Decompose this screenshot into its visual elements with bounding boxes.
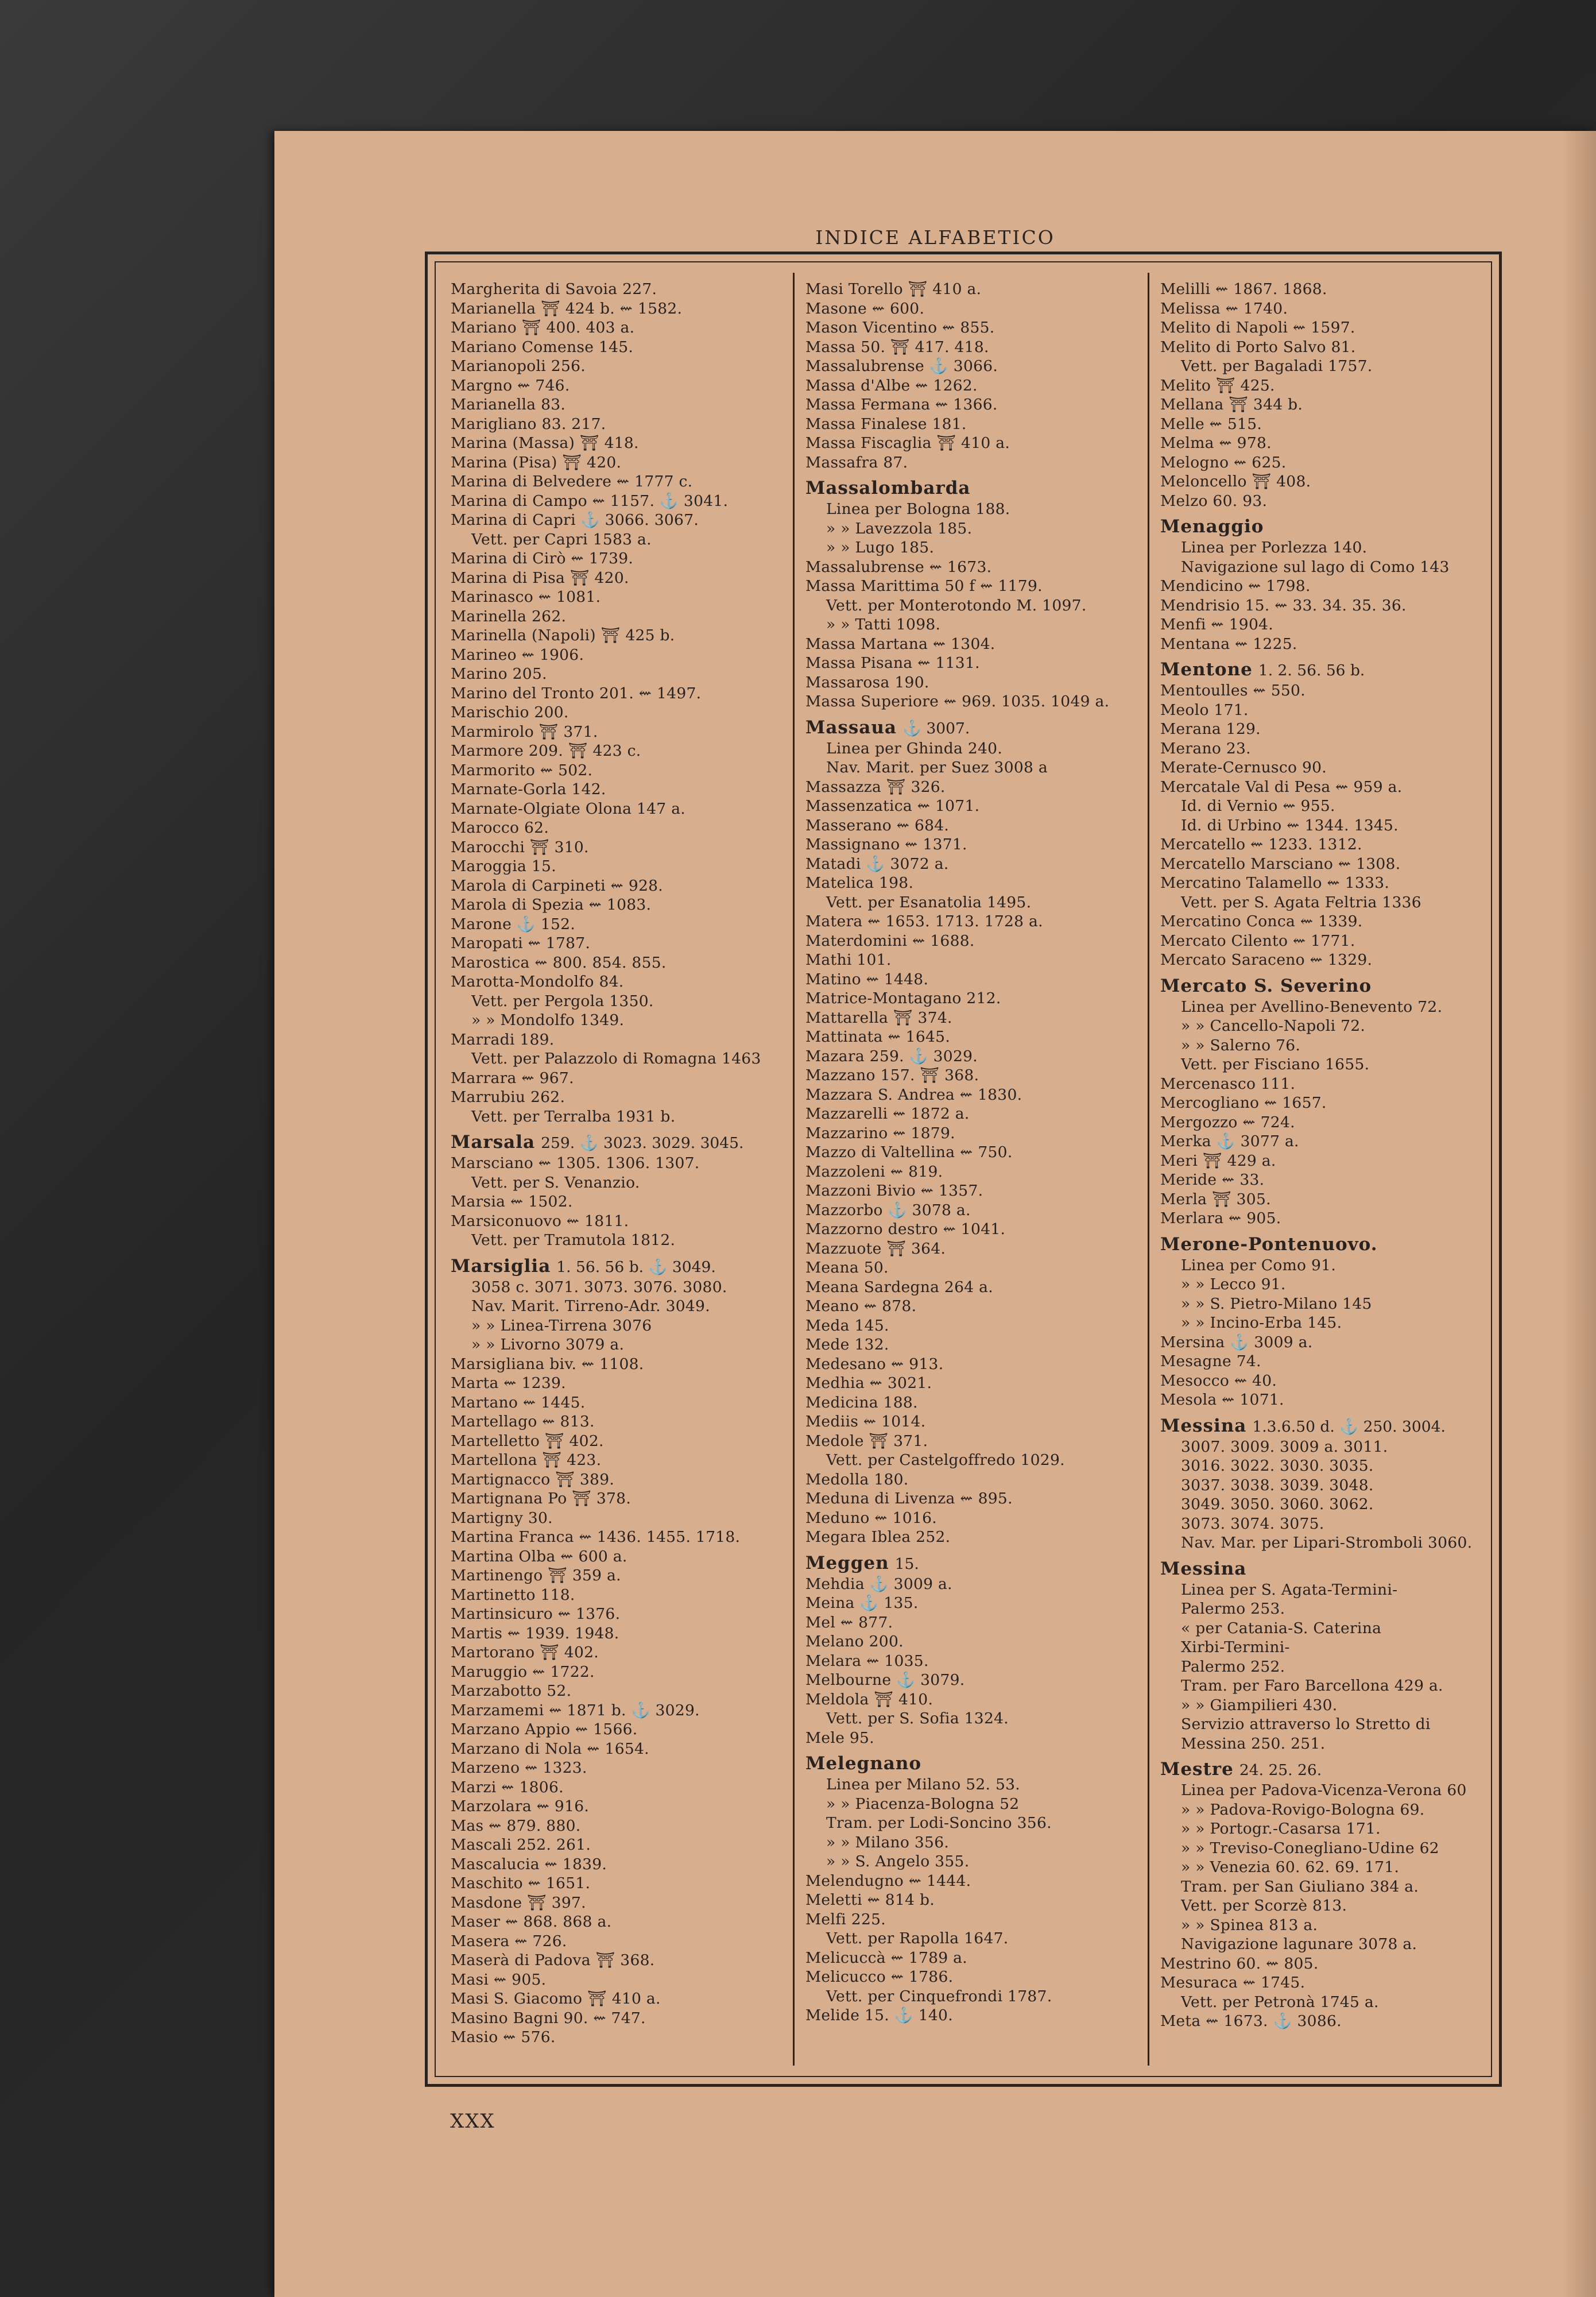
index-entry: Merate-Cernusco 90. bbox=[1160, 759, 1327, 776]
index-subentry: Vett. per Tramutola 1812. bbox=[471, 1231, 676, 1249]
index-subentry: » » Lecco 91. bbox=[1181, 1275, 1286, 1293]
index-entry: Mercenasco 111. bbox=[1160, 1074, 1296, 1093]
index-subentry: Vett. per Petronà 1745 a. bbox=[1181, 1993, 1379, 2011]
index-entry: Marsigliana biv. ⇜ 1108. bbox=[451, 1355, 644, 1373]
index-entry: Massa Marittima 50 f ⇜ 1179. bbox=[805, 577, 1043, 595]
index-entry: Melilli ⇜ 1867. 1868. bbox=[1160, 280, 1327, 298]
index-entry: Masdone ⛩ 397. bbox=[451, 1893, 586, 1912]
index-entry: Massa Pisana ⇜ 1131. bbox=[805, 654, 980, 672]
index-entry: Marina (Pisa) ⛩ 420. bbox=[451, 453, 622, 471]
index-entry: Mazzorno destro ⇜ 1041. bbox=[805, 1220, 1006, 1238]
index-entry: Marino 205. bbox=[451, 665, 547, 683]
index-entry: Mel ⇜ 877. bbox=[805, 1613, 893, 1631]
index-subentry: Tram. per Lodi-Soncino 356. bbox=[826, 1814, 1052, 1832]
index-entry: Menfi ⇜ 1904. bbox=[1160, 616, 1273, 633]
index-entry: Massa d'Albe ⇜ 1262. bbox=[805, 376, 978, 395]
index-subentry: » » Salerno 76. bbox=[1181, 1036, 1301, 1054]
index-entry: Marina (Massa) ⛩ 418. bbox=[451, 434, 639, 452]
index-entry: Mason Vicentino ⇜ 855. bbox=[805, 319, 995, 337]
index-entry: Medhia ⇜ 3021. bbox=[805, 1374, 932, 1392]
index-heading bbox=[805, 478, 1138, 500]
index-entry: Martorano ⛩ 402. bbox=[451, 1644, 599, 1661]
index-entry: Mazzuote ⛩ 364. bbox=[805, 1239, 946, 1258]
index-entry: Marnate-Olgiate Olona 147 a. bbox=[451, 799, 686, 818]
index-entry: Marischio 200. bbox=[451, 703, 569, 721]
heading-word: Marsala bbox=[451, 1132, 536, 1153]
heading-word: Mercato S. Severino bbox=[1160, 975, 1372, 996]
index-entry: Mazzoni Bivio ⇜ 1357. bbox=[805, 1182, 983, 1200]
index-entry: Melito ⛩ 425. bbox=[1160, 376, 1275, 395]
index-subentry: Vett. per Rapolla 1647. bbox=[826, 1929, 1009, 1947]
index-entry: Mellana ⛩ 344 b. bbox=[1160, 396, 1303, 413]
index-entry: Melzo 60. 93. bbox=[1160, 492, 1268, 510]
heading-word: Massaua bbox=[805, 717, 897, 738]
index-entry: Mercatello Marsciano ⇜ 1308. bbox=[1160, 854, 1401, 873]
index-entry: Meana Sardegna 264 a. bbox=[805, 1278, 993, 1296]
index-heading bbox=[1160, 516, 1496, 538]
index-entry: Melicuccà ⇜ 1789 a. bbox=[805, 1948, 967, 1967]
index-subentry: » » Giampilieri 430. bbox=[1181, 1696, 1338, 1714]
index-heading bbox=[451, 1256, 784, 1278]
index-entry: Matadi ⚓ 3072 a. bbox=[805, 854, 949, 873]
index-subentry: Servizio attraverso lo Stretto di bbox=[1181, 1715, 1431, 1733]
index-subentry: Vett. per Capri 1583 a. bbox=[471, 530, 652, 548]
index-entry: Mazara 259. ⚓ 3029. bbox=[805, 1047, 978, 1065]
index-entry: Marone ⚓ 152. bbox=[451, 915, 576, 933]
index-subentry: 3058 c. 3071. 3073. 3076. 3080. bbox=[471, 1278, 727, 1296]
index-entry: Meduno ⇜ 1016. bbox=[805, 1509, 937, 1527]
index-column-1 bbox=[451, 280, 784, 2066]
index-entry: Meride ⇜ 33. bbox=[1160, 1171, 1265, 1189]
index-entry: Mercatino Talamello ⇜ 1333. bbox=[1160, 874, 1390, 892]
heading-refs: ⚓ 3007. bbox=[902, 719, 970, 737]
running-head: INDICE ALFABETICO bbox=[815, 226, 1055, 249]
heading-word: Meggen bbox=[805, 1552, 889, 1573]
index-entry: Massa Superiore ⇜ 969. 1035. 1049 a. bbox=[805, 693, 1110, 710]
index-entry: Martano ⇜ 1445. bbox=[451, 1393, 586, 1412]
index-subentry: Linea per Bologna 188. bbox=[826, 500, 1010, 518]
index-entry: Marola di Carpineti ⇜ 928. bbox=[451, 876, 664, 895]
index-entry: Marzano Appio ⇜ 1566. bbox=[451, 1720, 638, 1738]
index-entry: Martina Olba ⇜ 600 a. bbox=[451, 1547, 627, 1565]
index-entry: Merka ⚓ 3077 a. bbox=[1160, 1132, 1299, 1150]
index-entry: Matino ⇜ 1448. bbox=[805, 970, 929, 988]
index-entry: Melma ⇜ 978. bbox=[1160, 434, 1272, 452]
index-entry: Meana 50. bbox=[805, 1259, 889, 1277]
index-entry: Martinetto 118. bbox=[451, 1586, 575, 1604]
index-entry: Melfi 225. bbox=[805, 1910, 886, 1928]
index-subentry: » » Milano 356. bbox=[826, 1833, 950, 1851]
index-entry: Masino Bagni 90. ⇜ 747. bbox=[451, 2009, 646, 2027]
index-entry: Martinengo ⛩ 359 a. bbox=[451, 1567, 621, 1584]
index-heading bbox=[1160, 1234, 1496, 1256]
index-subentry: » » S. Pietro-Milano 145 bbox=[1181, 1294, 1372, 1313]
heading-refs: 259. ⚓ 3023. 3029. 3045. bbox=[541, 1134, 744, 1152]
index-entry: Mergozzo ⇜ 724. bbox=[1160, 1113, 1295, 1131]
index-subentry: » » Linea-Tirrena 3076 bbox=[471, 1316, 652, 1335]
index-entry: Mascali 252. 261. bbox=[451, 1836, 591, 1854]
index-entry: Mazzoleni ⇜ 819. bbox=[805, 1162, 943, 1181]
index-entry: Marmore 209. ⛩ 423 c. bbox=[451, 742, 641, 760]
index-entry: Mercato Cilento ⇜ 1771. bbox=[1160, 931, 1355, 950]
index-entry: Merano 23. bbox=[1160, 739, 1251, 757]
index-entry: Maropati ⇜ 1787. bbox=[451, 934, 591, 952]
heading-refs: 24. 25. 26. bbox=[1239, 1761, 1322, 1779]
index-subentry: Vett. per Castelgoffredo 1029. bbox=[826, 1451, 1065, 1469]
index-entry: Megara Iblea 252. bbox=[805, 1528, 951, 1546]
index-subentry: » » Incino-Erba 145. bbox=[1181, 1314, 1342, 1332]
index-entry: Marineo ⇜ 1906. bbox=[451, 645, 584, 664]
index-subentry: » » Lugo 185. bbox=[826, 539, 935, 556]
index-entry: Melbourne ⚓ 3079. bbox=[805, 1671, 965, 1689]
index-heading bbox=[451, 1132, 784, 1154]
column-rule bbox=[1148, 273, 1149, 2066]
index-subentry: Vett. per S. Venanzio. bbox=[471, 1173, 640, 1192]
book-page bbox=[274, 131, 1596, 2297]
index-entry: Marzabotto 52. bbox=[451, 1682, 572, 1700]
index-entry: Masi ⇜ 905. bbox=[451, 1970, 547, 1989]
index-subentry: » » S. Angelo 355. bbox=[826, 1853, 970, 1870]
index-entry: Mattarella ⛩ 374. bbox=[805, 1008, 952, 1027]
index-subentry: Tram. per Faro Barcellona 429 a. bbox=[1181, 1677, 1443, 1695]
index-heading bbox=[1160, 1759, 1496, 1781]
index-entry: Mede 132. bbox=[805, 1336, 889, 1354]
index-entry: Massa Finalese 181. bbox=[805, 415, 967, 433]
index-entry: Melito di Porto Salvo 81. bbox=[1160, 338, 1356, 356]
index-subentry: 3007. 3009. 3009 a. 3011. bbox=[1181, 1437, 1388, 1456]
index-subentry: Vett. per Palazzolo di Romagna 1463 bbox=[471, 1050, 761, 1068]
index-subentry: 3016. 3022. 3030. 3035. bbox=[1181, 1457, 1374, 1475]
index-subentry: Navigazione lagunare 3078 a. bbox=[1181, 1935, 1417, 1953]
index-entry: Maserà di Padova ⛩ 368. bbox=[451, 1951, 655, 1969]
index-subentry: Nav. Mar. per Lipari-Stromboli 3060. bbox=[1181, 1534, 1473, 1552]
index-entry: Masone ⇜ 600. bbox=[805, 299, 925, 318]
heading-word: Massalombarda bbox=[805, 478, 971, 498]
index-subentry: Xirbi-Termini- bbox=[1181, 1638, 1290, 1656]
index-entry: Matelica 198. bbox=[805, 874, 914, 892]
index-entry: Mentana ⇜ 1225. bbox=[1160, 635, 1297, 653]
index-entry: Marigliano 83. 217. bbox=[451, 415, 606, 433]
index-subentry: Palermo 253. bbox=[1181, 1600, 1285, 1618]
index-subentry: Nav. Marit. per Suez 3008 a bbox=[826, 759, 1048, 776]
index-subentry: 3073. 3074. 3075. bbox=[1181, 1514, 1324, 1533]
index-subentry: » » Padova-Rovigo-Bologna 69. bbox=[1181, 1800, 1425, 1819]
index-entry: Merla ⛩ 305. bbox=[1160, 1190, 1271, 1208]
index-subentry: Navigazione sul lago di Como 143 bbox=[1181, 558, 1450, 576]
index-subentry: Vett. per Fisciano 1655. bbox=[1181, 1055, 1370, 1073]
index-heading bbox=[805, 1553, 1138, 1575]
index-entry: Merlara ⇜ 905. bbox=[1160, 1209, 1281, 1227]
index-entry: Massalubrense ⇜ 1673. bbox=[805, 558, 992, 576]
index-entry: Melide 15. ⚓ 140. bbox=[805, 2006, 953, 2024]
index-entry: Margherita di Savoia 227. bbox=[451, 280, 657, 298]
index-subentry: » » Lavezzola 185. bbox=[826, 519, 973, 537]
heading-word: Melegnano bbox=[805, 1753, 922, 1774]
index-entry: Marianopoli 256. bbox=[451, 357, 586, 375]
index-entry: Mas ⇜ 879. 880. bbox=[451, 1816, 581, 1835]
index-entry: Maroggia 15. bbox=[451, 857, 556, 875]
index-entry: Martelletto ⛩ 402. bbox=[451, 1432, 604, 1450]
index-entry: Mazzano 157. ⛩ 368. bbox=[805, 1066, 979, 1084]
index-subentry: » » Portogr.-Casarsa 171. bbox=[1181, 1820, 1381, 1838]
index-subentry: Vett. per Pergola 1350. bbox=[471, 992, 654, 1010]
index-entry: Meletti ⇜ 814 b. bbox=[805, 1891, 935, 1909]
index-entry: Mentoulles ⇜ 550. bbox=[1160, 682, 1306, 699]
index-entry: Matrice-Montagano 212. bbox=[805, 989, 1001, 1007]
heading-word: Mestre bbox=[1160, 1759, 1234, 1780]
index-entry: Martellago ⇜ 813. bbox=[451, 1413, 595, 1430]
heading-refs: 1. 56. 56 b. ⚓ 3049. bbox=[556, 1258, 716, 1276]
index-subentry: » » Piacenza-Bologna 52 bbox=[826, 1795, 1020, 1813]
index-heading bbox=[1160, 976, 1496, 997]
index-entry: Meda 145. bbox=[805, 1316, 889, 1335]
index-entry: Mazzarelli ⇜ 1872 a. bbox=[805, 1105, 970, 1123]
index-subentry: Linea per Padova-Vicenza-Verona 60 bbox=[1181, 1781, 1467, 1799]
column-rule bbox=[793, 273, 795, 2066]
index-entry: Merana 129. bbox=[1160, 720, 1261, 738]
index-subentry: Vett. per Cinquefrondi 1787. bbox=[826, 1987, 1052, 2005]
index-entry: Meri ⛩ 429 a. bbox=[1160, 1151, 1276, 1170]
index-entry: Martina Franca ⇜ 1436. 1455. 1718. bbox=[451, 1528, 741, 1546]
heading-word: Menaggio bbox=[1160, 516, 1264, 537]
heading-word: Mentone bbox=[1160, 659, 1253, 680]
index-entry: Massa Martana ⇜ 1304. bbox=[805, 635, 995, 653]
index-entry: Marocchi ⛩ 310. bbox=[451, 838, 589, 856]
index-subentry: » » Livorno 3079 a. bbox=[471, 1336, 625, 1354]
index-entry: Marinella (Napoli) ⛩ 425 b. bbox=[451, 627, 675, 644]
index-subentry: Linea per Milano 52. 53. bbox=[826, 1776, 1021, 1793]
index-subentry: Linea per Ghinda 240. bbox=[826, 739, 1003, 757]
index-entry: Mestrino 60. ⇜ 805. bbox=[1160, 1954, 1319, 1973]
index-entry: Marzamemi ⇜ 1871 b. ⚓ 3029. bbox=[451, 1701, 700, 1719]
index-entry: Masi S. Giacomo ⛩ 410 a. bbox=[451, 1990, 661, 2008]
index-entry: Marrubiu 262. bbox=[451, 1088, 565, 1106]
index-subentry: Vett. per S. Agata Feltria 1336 bbox=[1181, 893, 1421, 911]
index-entry: Medolla 180. bbox=[805, 1470, 909, 1488]
index-entry: Melicucco ⇜ 1786. bbox=[805, 1968, 954, 1986]
index-subentry: Linea per Avellino-Benevento 72. bbox=[1181, 997, 1443, 1016]
heading-refs: 1.3.6.50 d. ⚓ 250. 3004. bbox=[1252, 1417, 1446, 1436]
index-entry: Matera ⇜ 1653. 1713. 1728 a. bbox=[805, 912, 1043, 930]
index-entry: Marmorito ⇜ 502. bbox=[451, 761, 593, 779]
index-entry: Martignana Po ⛩ 378. bbox=[451, 1490, 632, 1507]
index-entry: Martigny 30. bbox=[451, 1509, 553, 1527]
index-entry: Melle ⇜ 515. bbox=[1160, 415, 1262, 433]
index-entry: Meta ⇜ 1673. ⚓ 3086. bbox=[1160, 2012, 1342, 2030]
index-subentry: Vett. per S. Sofia 1324. bbox=[826, 1710, 1009, 1727]
index-entry: Marino del Tronto 201. ⇜ 1497. bbox=[451, 684, 702, 702]
index-subentry: » » Tatti 1098. bbox=[826, 616, 941, 633]
index-heading bbox=[805, 717, 1138, 739]
index-entry: Marostica ⇜ 800. 854. 855. bbox=[451, 953, 667, 972]
index-entry: Marianella 83. bbox=[451, 396, 566, 413]
index-entry: Marola di Spezia ⇜ 1083. bbox=[451, 896, 652, 914]
index-entry: Marsia ⇜ 1502. bbox=[451, 1193, 573, 1211]
index-entry: Marinella 262. bbox=[451, 607, 567, 625]
index-entry: Meduna di Livenza ⇜ 895. bbox=[805, 1490, 1013, 1507]
index-entry: Mercatello ⇜ 1233. 1312. bbox=[1160, 836, 1362, 853]
index-subentry: Id. di Urbino ⇜ 1344. 1345. bbox=[1181, 816, 1399, 834]
index-subentry: Palermo 252. bbox=[1181, 1657, 1285, 1676]
index-entry: Mazzo di Valtellina ⇜ 750. bbox=[805, 1143, 1013, 1161]
index-entry: Mesagne 74. bbox=[1160, 1352, 1261, 1370]
index-frame bbox=[425, 252, 1502, 2087]
index-entry: Masserano ⇜ 684. bbox=[805, 816, 950, 834]
index-entry: Marotta-Mondolfo 84. bbox=[451, 973, 624, 991]
index-entry: Massenzatica ⇜ 1071. bbox=[805, 797, 980, 815]
index-entry: Marzano di Nola ⇜ 1654. bbox=[451, 1739, 649, 1758]
index-entry: Mercatino Conca ⇜ 1339. bbox=[1160, 912, 1363, 930]
index-entry: Marianella ⛩ 424 b. ⇜ 1582. bbox=[451, 299, 683, 318]
index-entry: Mercatale Val di Pesa ⇜ 959 a. bbox=[1160, 778, 1403, 796]
index-entry: Materdomini ⇜ 1688. bbox=[805, 931, 975, 950]
index-subentry: « per Catania-S. Caterina bbox=[1181, 1619, 1382, 1637]
index-entry: Melogno ⇜ 625. bbox=[1160, 453, 1287, 471]
index-entry: Marta ⇜ 1239. bbox=[451, 1374, 566, 1392]
index-entry: Meldola ⛩ 410. bbox=[805, 1690, 933, 1708]
page-edge-shadow bbox=[1562, 131, 1596, 2297]
index-entry: Mattinata ⇜ 1645. bbox=[805, 1028, 951, 1046]
index-subentry: Vett. per Scorzè 813. bbox=[1181, 1897, 1347, 1915]
index-entry: Massignano ⇜ 1371. bbox=[805, 836, 967, 853]
index-subentry: Id. di Vernio ⇜ 955. bbox=[1181, 797, 1335, 815]
index-entry: Marnate-Gorla 142. bbox=[451, 780, 606, 798]
index-entry: Mazzorbo ⚓ 3078 a. bbox=[805, 1201, 971, 1219]
index-entry: Massazza ⛩ 326. bbox=[805, 778, 946, 796]
heading-refs: 1. 2. 56. 56 b. bbox=[1258, 662, 1365, 679]
index-heading bbox=[805, 1753, 1138, 1775]
index-entry: Marina di Capri ⚓ 3066. 3067. bbox=[451, 511, 699, 529]
index-entry: Melendugno ⇜ 1444. bbox=[805, 1871, 971, 1890]
heading-word: Merone-Pontenuovo. bbox=[1160, 1233, 1378, 1255]
index-entry: Mehdia ⚓ 3009 a. bbox=[805, 1575, 952, 1593]
index-entry: Melano 200. bbox=[805, 1633, 904, 1650]
index-entry: Margno ⇜ 746. bbox=[451, 376, 570, 395]
index-entry: Marina di Pisa ⛩ 420. bbox=[451, 569, 629, 587]
index-entry: Marzi ⇜ 1806. bbox=[451, 1778, 564, 1796]
index-entry: Martinsicuro ⇜ 1376. bbox=[451, 1605, 621, 1623]
index-entry: Mendrisio 15. ⇜ 33. 34. 35. 36. bbox=[1160, 596, 1407, 614]
index-entry: Marina di Campo ⇜ 1157. ⚓ 3041. bbox=[451, 492, 729, 510]
index-entry: Mediis ⇜ 1014. bbox=[805, 1413, 926, 1430]
index-entry: Maser ⇜ 868. 868 a. bbox=[451, 1913, 612, 1931]
index-entry: Massarosa 190. bbox=[805, 673, 929, 691]
index-subentry: Linea per Como 91. bbox=[1181, 1256, 1337, 1274]
index-entry: Marinasco ⇜ 1081. bbox=[451, 588, 601, 606]
index-subentry: » » Cancello-Napoli 72. bbox=[1181, 1017, 1366, 1035]
index-entry: Meolo 171. bbox=[1160, 701, 1249, 719]
index-entry: Masio ⇜ 576. bbox=[451, 2028, 556, 2046]
index-subentry: Vett. per Terralba 1931 b. bbox=[471, 1107, 676, 1126]
index-entry: Marina di Cirò ⇜ 1739. bbox=[451, 550, 634, 567]
index-entry: Marradi 189. bbox=[451, 1030, 555, 1049]
index-heading bbox=[1160, 1559, 1496, 1580]
index-entry: Masi Torello ⛩ 410 a. bbox=[805, 280, 982, 298]
index-subentry: Linea per S. Agata-Termini- bbox=[1181, 1580, 1398, 1599]
index-column-2 bbox=[805, 280, 1138, 2066]
index-entry: Martis ⇜ 1939. 1948. bbox=[451, 1624, 619, 1642]
index-entry: Meano ⇜ 878. bbox=[805, 1297, 917, 1315]
index-entry: Melara ⇜ 1035. bbox=[805, 1652, 929, 1670]
index-entry: Marsciano ⇜ 1305. 1306. 1307. bbox=[451, 1154, 700, 1172]
index-entry: Marzolara ⇜ 916. bbox=[451, 1797, 590, 1815]
index-subentry: » » Spinea 813 a. bbox=[1181, 1916, 1318, 1934]
index-entry: Mendicino ⇜ 1798. bbox=[1160, 577, 1311, 595]
index-subentry: 3049. 3050. 3060. 3062. bbox=[1181, 1495, 1374, 1513]
index-subentry: Tram. per San Giuliano 384 a. bbox=[1181, 1877, 1419, 1896]
index-entry: Maruggio ⇜ 1722. bbox=[451, 1662, 595, 1681]
index-entry: Mathi 101. bbox=[805, 951, 892, 969]
index-heading bbox=[1160, 659, 1496, 681]
index-subentry: Nav. Marit. Tirreno-Adr. 3049. bbox=[471, 1297, 710, 1315]
index-entry: Mariano ⛩ 400. 403 a. bbox=[451, 319, 635, 337]
index-subentry: Messina 250. 251. bbox=[1181, 1734, 1326, 1753]
index-subentry: Vett. per Esanatolia 1495. bbox=[826, 893, 1032, 911]
index-entry: Mele 95. bbox=[805, 1728, 874, 1747]
index-entry: Massa Fermana ⇜ 1366. bbox=[805, 396, 998, 413]
index-heading bbox=[1160, 1416, 1496, 1437]
index-entry: Mariano Comense 145. bbox=[451, 338, 634, 356]
index-entry: Massa 50. ⛩ 417. 418. bbox=[805, 338, 989, 356]
index-entry: Marrara ⇜ 967. bbox=[451, 1069, 574, 1087]
index-entry: Medicina 188. bbox=[805, 1393, 918, 1412]
index-entry: Melito di Napoli ⇜ 1597. bbox=[1160, 319, 1355, 337]
index-entry: Massa Fiscaglia ⛩ 410 a. bbox=[805, 434, 1010, 452]
index-entry: Marocco 62. bbox=[451, 819, 549, 837]
index-entry: Martignacco ⛩ 389. bbox=[451, 1470, 615, 1488]
index-entry: Massalubrense ⚓ 3066. bbox=[805, 357, 998, 375]
index-frame-inner bbox=[435, 261, 1492, 2077]
index-entry: Marina di Belvedere ⇜ 1777 c. bbox=[451, 473, 693, 490]
index-entry: Mercato Saraceno ⇜ 1329. bbox=[1160, 951, 1373, 969]
index-subentry: » » Treviso-Conegliano-Udine 62 bbox=[1181, 1839, 1439, 1857]
index-entry: Mascalucia ⇜ 1839. bbox=[451, 1855, 607, 1873]
index-subentry: Linea per Porlezza 140. bbox=[1181, 539, 1368, 556]
index-entry: Mesola ⇜ 1071. bbox=[1160, 1391, 1284, 1409]
index-entry: Masera ⇜ 726. bbox=[451, 1932, 567, 1950]
index-entry: Marsiconuovo ⇜ 1811. bbox=[451, 1212, 629, 1230]
index-entry: Melissa ⇜ 1740. bbox=[1160, 299, 1288, 318]
index-entry: Mersina ⚓ 3009 a. bbox=[1160, 1333, 1313, 1351]
heading-word: Messina bbox=[1160, 1558, 1247, 1579]
index-subentry: » » Venezia 60. 62. 69. 171. bbox=[1181, 1858, 1400, 1876]
index-entry: Martellona ⛩ 423. bbox=[451, 1451, 602, 1469]
index-entry: Marmirolo ⛩ 371. bbox=[451, 722, 598, 741]
index-column-3 bbox=[1160, 280, 1496, 2066]
index-entry: Mercogliano ⇜ 1657. bbox=[1160, 1094, 1327, 1112]
index-entry: Massafra 87. bbox=[805, 453, 908, 471]
index-entry: Mesocco ⇜ 40. bbox=[1160, 1371, 1277, 1390]
index-entry: Mazzara S. Andrea ⇜ 1830. bbox=[805, 1085, 1022, 1104]
index-entry: Marzeno ⇜ 1323. bbox=[451, 1759, 587, 1777]
heading-word: Marsiglia bbox=[451, 1255, 551, 1277]
index-subentry: » » Mondolfo 1349. bbox=[471, 1011, 625, 1029]
index-entry: Meina ⚓ 135. bbox=[805, 1594, 919, 1612]
index-entry: Mazzarino ⇜ 1879. bbox=[805, 1124, 955, 1142]
index-entry: Meloncello ⛩ 408. bbox=[1160, 473, 1311, 490]
index-subentry: Vett. per Bagaladi 1757. bbox=[1181, 357, 1373, 375]
index-entry: Medole ⛩ 371. bbox=[805, 1432, 928, 1450]
index-subentry: Vett. per Monterotondo M. 1097. bbox=[826, 596, 1087, 614]
index-entry: Maschito ⇜ 1651. bbox=[451, 1874, 591, 1892]
index-entry: Mesuraca ⇜ 1745. bbox=[1160, 1974, 1306, 1991]
heading-refs: 15. bbox=[894, 1554, 919, 1573]
heading-word: Messina bbox=[1160, 1415, 1247, 1436]
page-folio: XXX bbox=[450, 2110, 495, 2133]
index-subentry: 3037. 3038. 3039. 3048. bbox=[1181, 1476, 1374, 1494]
index-entry: Medesano ⇜ 913. bbox=[805, 1355, 944, 1373]
